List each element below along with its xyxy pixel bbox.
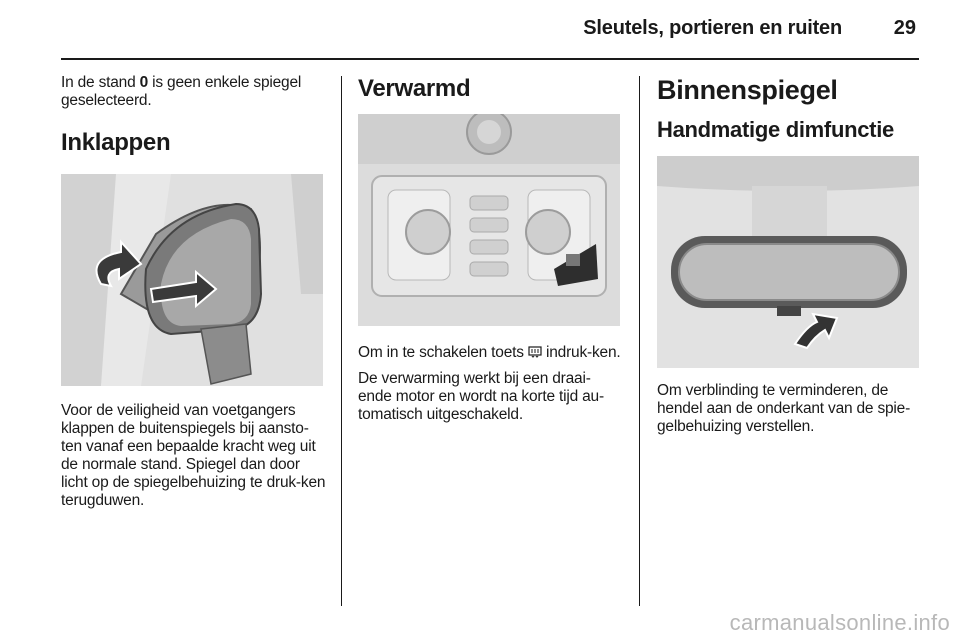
rearview-mirror-illustration xyxy=(657,156,919,368)
intro-paragraph: In de stand 0 is geen enkele spiegel geselecteerd. xyxy=(61,74,302,109)
column-2 xyxy=(358,74,622,432)
rear-window-heater-icon xyxy=(528,345,542,359)
column-3 xyxy=(657,74,919,444)
binnenspiegel-body: Om verblinding te verminderen, de hendel aan de onderkant van de spie-gelbehuizing verstellen. xyxy=(657,382,911,435)
column-divider-1 xyxy=(341,76,342,606)
header-title: Sleutels, portieren en ruiten xyxy=(583,17,842,39)
header-rule xyxy=(61,58,919,60)
mirror-fold-illustration xyxy=(61,174,323,386)
watermark: carmanualsonline.info xyxy=(729,610,950,635)
climate-control-panel-illustration xyxy=(358,114,620,326)
section-heading-verwarmd: Verwarmd xyxy=(358,75,471,102)
section-heading-binnenspiegel: Binnenspiegel xyxy=(657,75,838,105)
column-1 xyxy=(61,74,327,518)
subheading-dimfunctie: Handmatige dimfunctie xyxy=(657,117,894,142)
verwarmd-para-1: Om in te schakelen toets indruk-ken. xyxy=(358,344,621,361)
page-number: 29 xyxy=(893,17,916,39)
column-divider-2 xyxy=(639,76,640,606)
verwarmd-para-2: De verwarming werkt bij een draai-ende motor en wordt na korte tijd au-tomatisch uitgeschakeld. xyxy=(358,370,604,423)
inklappen-body: Voor de veiligheid van voetgangers klappen de buitenspiegels bij aansto-ten vanaf een bepaalde kracht weg uit de normale stand. Spiegel dan door licht op de spiegelbehuizing te druk-ken terugduwen. xyxy=(61,402,326,509)
section-heading-inklappen: Inklappen xyxy=(61,129,171,156)
